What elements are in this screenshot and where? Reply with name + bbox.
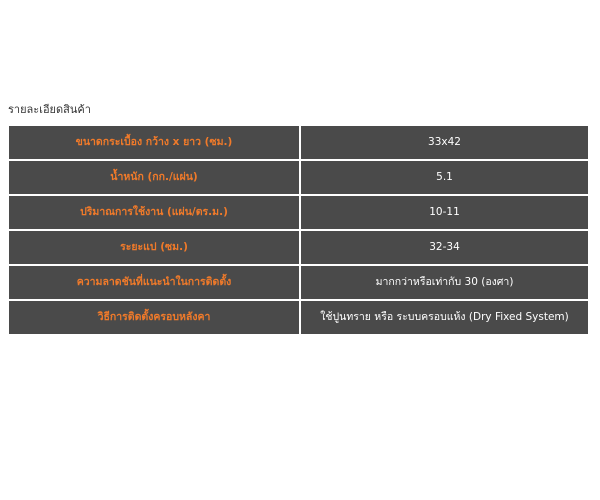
table-row (8, 125, 589, 160)
table-row (8, 265, 589, 300)
spec-label: ระยะแป (ซม.) (8, 230, 300, 265)
table-row (8, 160, 589, 195)
spec-label: ขนาดกระเบื้อง กว้าง x ยาว (ซม.) (8, 125, 300, 160)
spec-label: น้ำหนัก (กก./แผ่น) (8, 160, 300, 195)
spec-value: 5.1 (300, 160, 589, 195)
spec-value: 32-34 (300, 230, 589, 265)
product-specs-table (7, 124, 590, 336)
table-row (8, 230, 589, 265)
spec-value: มากกว่าหรือเท่ากับ 30 (องศา) (300, 265, 589, 300)
table-row (8, 300, 589, 335)
spec-label: ความลาดชันที่แนะนำในการติดตั้ง (8, 265, 300, 300)
section-title: รายละเอียดสินค้า (8, 103, 91, 116)
table-row (8, 195, 589, 230)
spec-value: 33x42 (300, 125, 589, 160)
spec-value: ใช้ปูนทราย หรือ ระบบครอบแห้ง (Dry Fixed System) (300, 300, 589, 335)
spec-label: วิธีการติดตั้งครอบหลังคา (8, 300, 300, 335)
spec-label: ปริมาณการใช้งาน (แผ่น/ตร.ม.) (8, 195, 300, 230)
spec-value: 10-11 (300, 195, 589, 230)
